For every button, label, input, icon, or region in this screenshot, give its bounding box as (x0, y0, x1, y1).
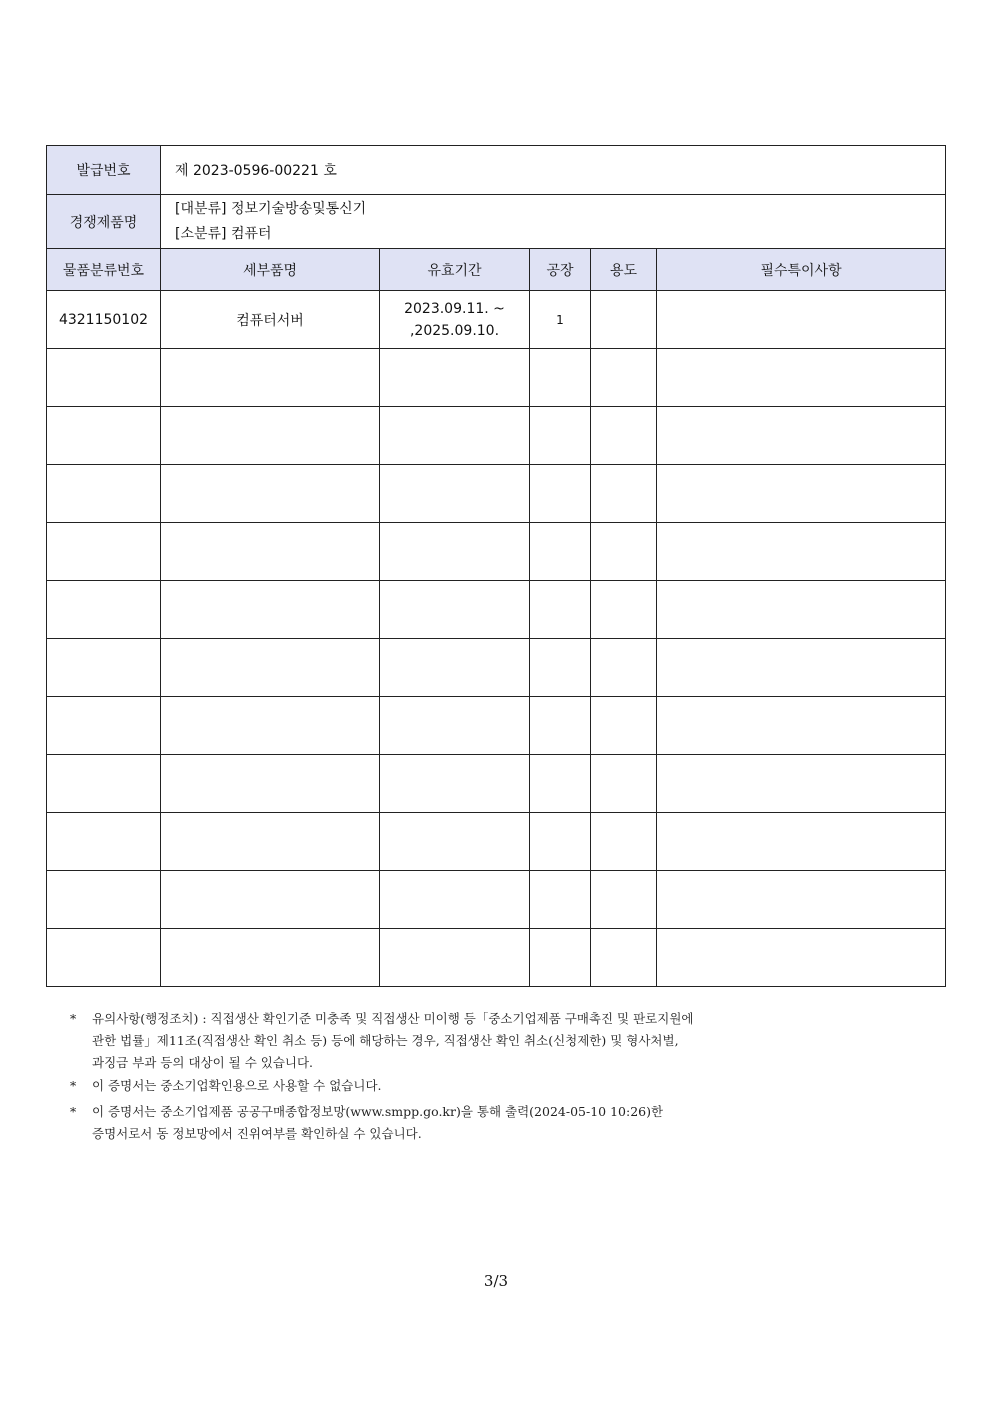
empty-table-row (47, 813, 946, 871)
empty-cell (47, 755, 161, 813)
empty-table-row (47, 929, 946, 987)
empty-table-row (47, 349, 946, 407)
empty-cell (47, 465, 161, 523)
empty-cell (591, 813, 657, 871)
empty-cell (380, 523, 530, 581)
minor-category: [소분류] 컴퓨터 (175, 225, 272, 242)
empty-cell (530, 407, 591, 465)
empty-cell (47, 407, 161, 465)
empty-cell (47, 871, 161, 929)
notice-line: 관한 법률」제11조(직접생산 확인 취소 등) 등에 해당하는 경우, 직접생산 확인 취소(신청제한) 및 형사처벌, (92, 1033, 679, 1048)
empty-cell (530, 697, 591, 755)
empty-cell (530, 349, 591, 407)
empty-cell (657, 697, 946, 755)
validity-start: 2023.09.11. ~ (404, 300, 505, 317)
empty-cell (530, 465, 591, 523)
col-header-usage: 용도 (591, 249, 657, 291)
empty-table-row (47, 871, 946, 929)
notice-item (70, 1008, 950, 1074)
empty-cell (657, 639, 946, 697)
empty-cell (380, 813, 530, 871)
empty-cell (161, 697, 380, 755)
empty-cell (380, 407, 530, 465)
empty-cell (591, 407, 657, 465)
empty-cell (161, 929, 380, 987)
empty-cell (161, 755, 380, 813)
empty-cell (657, 871, 946, 929)
empty-cell (657, 755, 946, 813)
empty-table-row (47, 523, 946, 581)
notice-line: 증명서로서 동 정보망에서 진위여부를 확인하실 수 있습니다. (92, 1126, 422, 1141)
empty-cell (380, 929, 530, 987)
certificate-table (46, 145, 946, 987)
col-header-factory: 공장 (530, 249, 591, 291)
empty-table-row (47, 465, 946, 523)
product-category-cell (161, 195, 946, 249)
issue-number-value: 제 2023-0596-00221 호 (161, 146, 946, 195)
empty-cell (161, 465, 380, 523)
empty-cell (380, 755, 530, 813)
notice-item (70, 1101, 950, 1145)
empty-cell (591, 755, 657, 813)
empty-cell (591, 349, 657, 407)
empty-cell (380, 465, 530, 523)
empty-cell (530, 929, 591, 987)
empty-cell (161, 639, 380, 697)
empty-cell (657, 407, 946, 465)
col-header-period: 유효기간 (380, 249, 530, 291)
col-header-notes: 필수특이사항 (657, 249, 946, 291)
empty-cell (657, 813, 946, 871)
table-row (47, 291, 946, 349)
item-code: 4321150102 (47, 291, 161, 349)
col-header-item: 세부품명 (161, 249, 380, 291)
empty-cell (591, 697, 657, 755)
bullet-mark: * (70, 1011, 77, 1026)
empty-cell (47, 523, 161, 581)
empty-cell (161, 349, 380, 407)
empty-cell (530, 813, 591, 871)
empty-cell (591, 639, 657, 697)
empty-cell (657, 523, 946, 581)
empty-table-row (47, 755, 946, 813)
notice-line: 이 증명서는 중소기업확인용으로 사용할 수 없습니다. (92, 1078, 382, 1093)
item-name: 컴퓨터서버 (161, 291, 380, 349)
empty-cell (47, 929, 161, 987)
empty-cell (161, 581, 380, 639)
empty-cell (657, 581, 946, 639)
notice-item (70, 1075, 950, 1097)
empty-cell (530, 755, 591, 813)
empty-cell (530, 639, 591, 697)
empty-cell (47, 813, 161, 871)
column-header-row (47, 249, 946, 291)
empty-cell (47, 639, 161, 697)
empty-cell (530, 581, 591, 639)
empty-cell (47, 697, 161, 755)
issue-number-row (47, 146, 946, 195)
empty-cell (161, 813, 380, 871)
bullet-mark: * (70, 1078, 77, 1093)
empty-cell (380, 349, 530, 407)
major-category: [대분류] 정보기술방송및통신기 (175, 200, 367, 217)
empty-cell (380, 639, 530, 697)
empty-cell (591, 465, 657, 523)
empty-cell (657, 929, 946, 987)
notice-line: 이 증명서는 중소기업제품 공공구매종합정보망(www.smpp.go.kr)을 통해 출력(2024-05-10 10:26)한 (92, 1104, 664, 1119)
empty-cell (530, 523, 591, 581)
empty-cell (530, 871, 591, 929)
validity-period (380, 291, 530, 349)
empty-table-row (47, 581, 946, 639)
empty-table-row (47, 697, 946, 755)
notice-line: 유의사항(행정조치) : 직접생산 확인기준 미충족 및 직접생산 미이행 등「중소기업제품 구매촉진 및 판로지원에 (92, 1011, 694, 1026)
empty-cell (591, 523, 657, 581)
empty-table-row (47, 639, 946, 697)
empty-cell (657, 465, 946, 523)
product-name-label: 경쟁제품명 (47, 195, 161, 249)
empty-cell (591, 581, 657, 639)
validity-end: ,2025.09.10. (409, 322, 500, 339)
empty-cell (380, 581, 530, 639)
empty-cell (591, 871, 657, 929)
empty-cell (161, 871, 380, 929)
empty-table-row (47, 407, 946, 465)
empty-cell (47, 349, 161, 407)
special-notes-cell (657, 291, 946, 349)
empty-cell (380, 697, 530, 755)
bullet-mark: * (70, 1104, 77, 1119)
usage-cell (591, 291, 657, 349)
empty-cell (47, 581, 161, 639)
notice-section (70, 1008, 950, 1146)
product-name-row (47, 195, 946, 249)
empty-cell (380, 871, 530, 929)
empty-cell (657, 349, 946, 407)
empty-cell (161, 407, 380, 465)
issue-number-label: 발급번호 (47, 146, 161, 195)
factory-count: 1 (530, 291, 591, 349)
empty-cell (161, 523, 380, 581)
empty-cell (591, 929, 657, 987)
page-number: 3/3 (483, 1272, 509, 1290)
notice-line: 과징금 부과 등의 대상이 될 수 있습니다. (92, 1055, 314, 1070)
col-header-code: 물품분류번호 (47, 249, 161, 291)
